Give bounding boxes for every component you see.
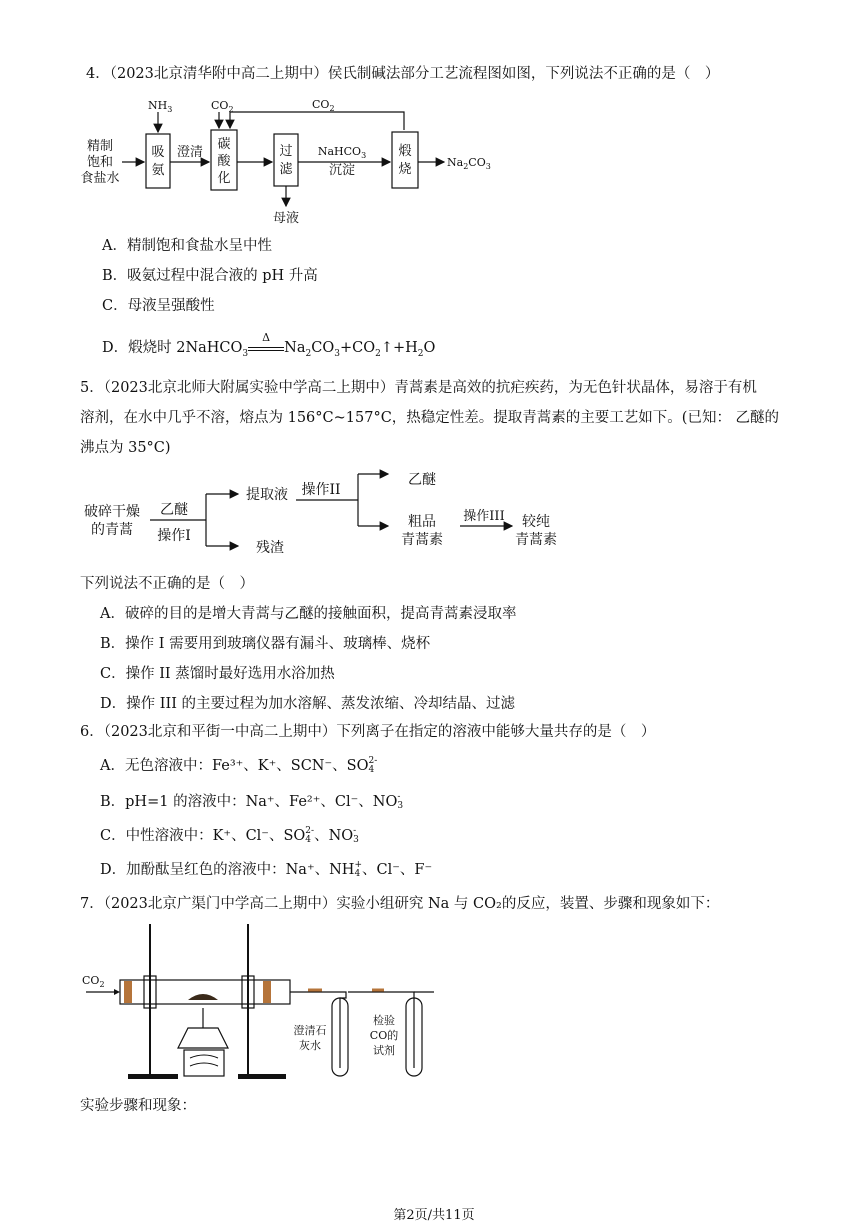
- q6-b-charge: -: [397, 792, 401, 802]
- q4-flow-diagram: [80, 92, 520, 227]
- q4-input-line3: 食盐水: [80, 171, 120, 186]
- q4-d-p5: O: [423, 340, 436, 356]
- q6-c-tail-stack: [353, 827, 359, 845]
- box3-line2: 滤: [279, 162, 293, 177]
- q4-d-p1: Na: [284, 340, 306, 356]
- q6-d-sub: 4: [354, 869, 361, 879]
- q7-apparatus-diagram: [78, 918, 458, 1088]
- gas-inlet-arrowhead: [114, 989, 120, 995]
- q5-pure-line1: 较纯: [522, 514, 550, 530]
- q4-d-prefix-sub: 3: [242, 348, 249, 359]
- box-absorb-ammonia: [146, 134, 170, 188]
- q5-start-line2: 的青蒿: [91, 522, 133, 538]
- q6-option-a[interactable]: [100, 756, 377, 776]
- q6-c-sub: 4: [305, 835, 312, 845]
- box2-line1: 碳: [217, 137, 231, 152]
- box-filter: [274, 134, 298, 186]
- q5-stem-line3: 沸点为 35°C): [80, 440, 171, 456]
- delivery-tube-1: [336, 992, 346, 1068]
- q6-c-tail-sub: 3: [353, 835, 359, 845]
- q4-d-p1-sub: 2: [305, 348, 312, 359]
- q6-c-tail-charge: -: [353, 826, 357, 836]
- q5-stem-line1: 5．（2023北京北师大附属实验中学高二上期中）青蒿素是高效的抗疟疾药，为无色针状晶体，易溶于有机: [80, 380, 757, 396]
- q4-d-p4: ↑+H: [380, 340, 418, 356]
- q6-a-ion-stack: [368, 757, 377, 775]
- q6-d-text: D．加酚酞呈红色的溶液中：Na⁺、NH: [100, 862, 355, 878]
- box1-line2: 氨: [151, 163, 165, 178]
- stopper-right: [263, 981, 271, 1003]
- q6-option-d[interactable]: [100, 860, 432, 880]
- co2-loop-line: [230, 112, 404, 130]
- q4-d-heat-sign: [248, 331, 284, 351]
- q6-c-charge: 2-: [305, 826, 315, 836]
- label-limewater-line1: 澄清石: [293, 1024, 327, 1037]
- q5-ether: 乙醚: [408, 472, 436, 488]
- q4-option-b[interactable]: B．吸氨过程中混合液的 pH 升高: [102, 268, 318, 284]
- q4-option-c[interactable]: C．母液呈强酸性: [102, 298, 215, 314]
- nh3-label: $NH_3$: [148, 99, 173, 114]
- q6-b-sub: 3: [397, 801, 404, 811]
- wood-grain: [190, 1055, 218, 1066]
- q6-a-sub: 4: [368, 765, 375, 775]
- q5-flow-diagram: [78, 464, 578, 564]
- q5-option-c[interactable]: C．操作 II 蒸馏时最好选用水浴加热: [100, 666, 335, 682]
- q5-option-d[interactable]: D．操作 III 的主要过程为加水溶解、蒸发浓缩、冷却结晶、过滤: [100, 696, 516, 712]
- q6-d-charge: +: [354, 860, 362, 870]
- co2-gas-label: $CO_2$: [82, 974, 105, 989]
- q6-c-ion-stack: [305, 827, 314, 845]
- box4-line1: 煅: [398, 144, 412, 159]
- box1-line1: 吸: [151, 145, 165, 160]
- label-co-reagent-line1: 检验: [373, 1014, 395, 1027]
- step-clarify: 澄清: [176, 145, 204, 160]
- q5-crude-line1: 粗品: [408, 514, 436, 530]
- q4-option-d[interactable]: [102, 331, 436, 359]
- q5-residue: 残渣: [256, 540, 284, 556]
- q5-ask: 下列说法不正确的是（ ）: [80, 576, 254, 592]
- q6-a-charge: 2-: [368, 756, 378, 766]
- page-footer: 第2页/共11页: [393, 1208, 475, 1223]
- sodium-sample: [188, 994, 218, 1000]
- q5-crude-line2: 青蒿素: [401, 532, 443, 548]
- label-co-reagent-line3: 试剂: [373, 1044, 395, 1057]
- product-label: $Na_2CO_3$: [447, 156, 491, 171]
- precip-label-line1: NaHCO$_3$: [317, 145, 367, 160]
- label-co-reagent-line2: CO的: [369, 1029, 399, 1042]
- q6-b-ion-stack: [397, 793, 403, 811]
- alcohol-lamp: [178, 1028, 228, 1048]
- co2-loop-label: $CO_2$: [312, 98, 335, 113]
- stopper-left: [124, 981, 132, 1003]
- q6-d-tail: 、Cl⁻、F⁻: [362, 862, 433, 878]
- q5-op2: 操作II: [301, 482, 341, 498]
- box4-line2: 烧: [398, 162, 412, 177]
- delta-symbol: Δ: [262, 331, 271, 344]
- q4-d-p4-sub: 2: [417, 348, 424, 359]
- q5-op1: 操作I: [157, 528, 191, 544]
- q6-c-text: C．中性溶液中：K⁺、Cl⁻、SO: [100, 828, 306, 844]
- q4-d-prefix: D．煅烧时 2NaHCO: [102, 340, 243, 356]
- co2-in-label: $CO_2$: [211, 99, 234, 114]
- label-limewater-line2: 灰水: [299, 1039, 321, 1052]
- q5-op3: 操作III: [463, 509, 505, 524]
- q5-extract: 提取液: [246, 487, 288, 503]
- q5-option-a[interactable]: A．破碎的目的是增大青蒿与乙醚的接触面积，提高青蒿素浸取率: [100, 606, 517, 622]
- stand-base-right: [238, 1074, 286, 1079]
- box-calcine: [392, 132, 418, 188]
- q4-d-p2-sub: 3: [334, 348, 340, 359]
- q5-stem-line2: 溶剂，在水中几乎不溶，熔点为 156°C~157°C，热稳定性差。提取青蒿素的主要工艺如下。(已知： 乙醚的: [80, 410, 780, 426]
- q6-stem: 6．（2023北京和平街一中高二上期中）下列离子在指定的溶液中能够大量共存的是（ ）: [80, 724, 656, 740]
- q6-c-tail: 、NO: [314, 828, 354, 844]
- q5-pure-line2: 青蒿素: [515, 532, 557, 548]
- q5-start-line1: 破碎干燥: [84, 504, 140, 520]
- q5-reagent: 乙醚: [160, 502, 188, 518]
- q7-stem: 7．（2023北京广渠门中学高二上期中）实验小组研究 Na 与 CO₂的反应，装置、步骤和现象如下：: [80, 896, 720, 912]
- q6-option-c[interactable]: [100, 826, 359, 846]
- q6-a-text: A．无色溶液中：Fe³⁺、K⁺、SCN⁻、SO: [100, 758, 369, 774]
- box2-line3: 化: [217, 171, 231, 186]
- q6-d-ion-stack: [354, 861, 362, 879]
- q4-option-a[interactable]: A．精制饱和食盐水呈中性: [102, 238, 272, 254]
- q6-option-b[interactable]: [100, 792, 403, 812]
- q4-input-line2: 饱和: [86, 155, 114, 170]
- q7-after-text: 实验步骤和现象：: [80, 1098, 196, 1114]
- q4-d-p3: +CO: [339, 340, 376, 356]
- box3-line1: 过: [279, 144, 293, 159]
- box2-line2: 酸: [217, 154, 231, 169]
- q4-stem: 4．（2023北京清华附中高二上期中）侯氏制碱法部分工艺流程图如图，下列说法不正确的是（ ）: [86, 66, 720, 82]
- q5-option-b[interactable]: B．操作 I 需要用到玻璃仪器有漏斗、玻璃棒、烧杯: [100, 636, 431, 652]
- q6-b-text: B．pH=1 的溶液中：Na⁺、Fe²⁺、Cl⁻、NO: [100, 794, 398, 810]
- stand-base-left: [128, 1074, 178, 1079]
- mother-liquor-label: 母液: [272, 211, 300, 226]
- q4-d-p3-sub: 2: [375, 348, 381, 359]
- precip-label-line2: 沉淀: [328, 163, 356, 178]
- q4-input-line1: 精制: [86, 139, 114, 154]
- q4-d-p2: CO: [311, 340, 335, 356]
